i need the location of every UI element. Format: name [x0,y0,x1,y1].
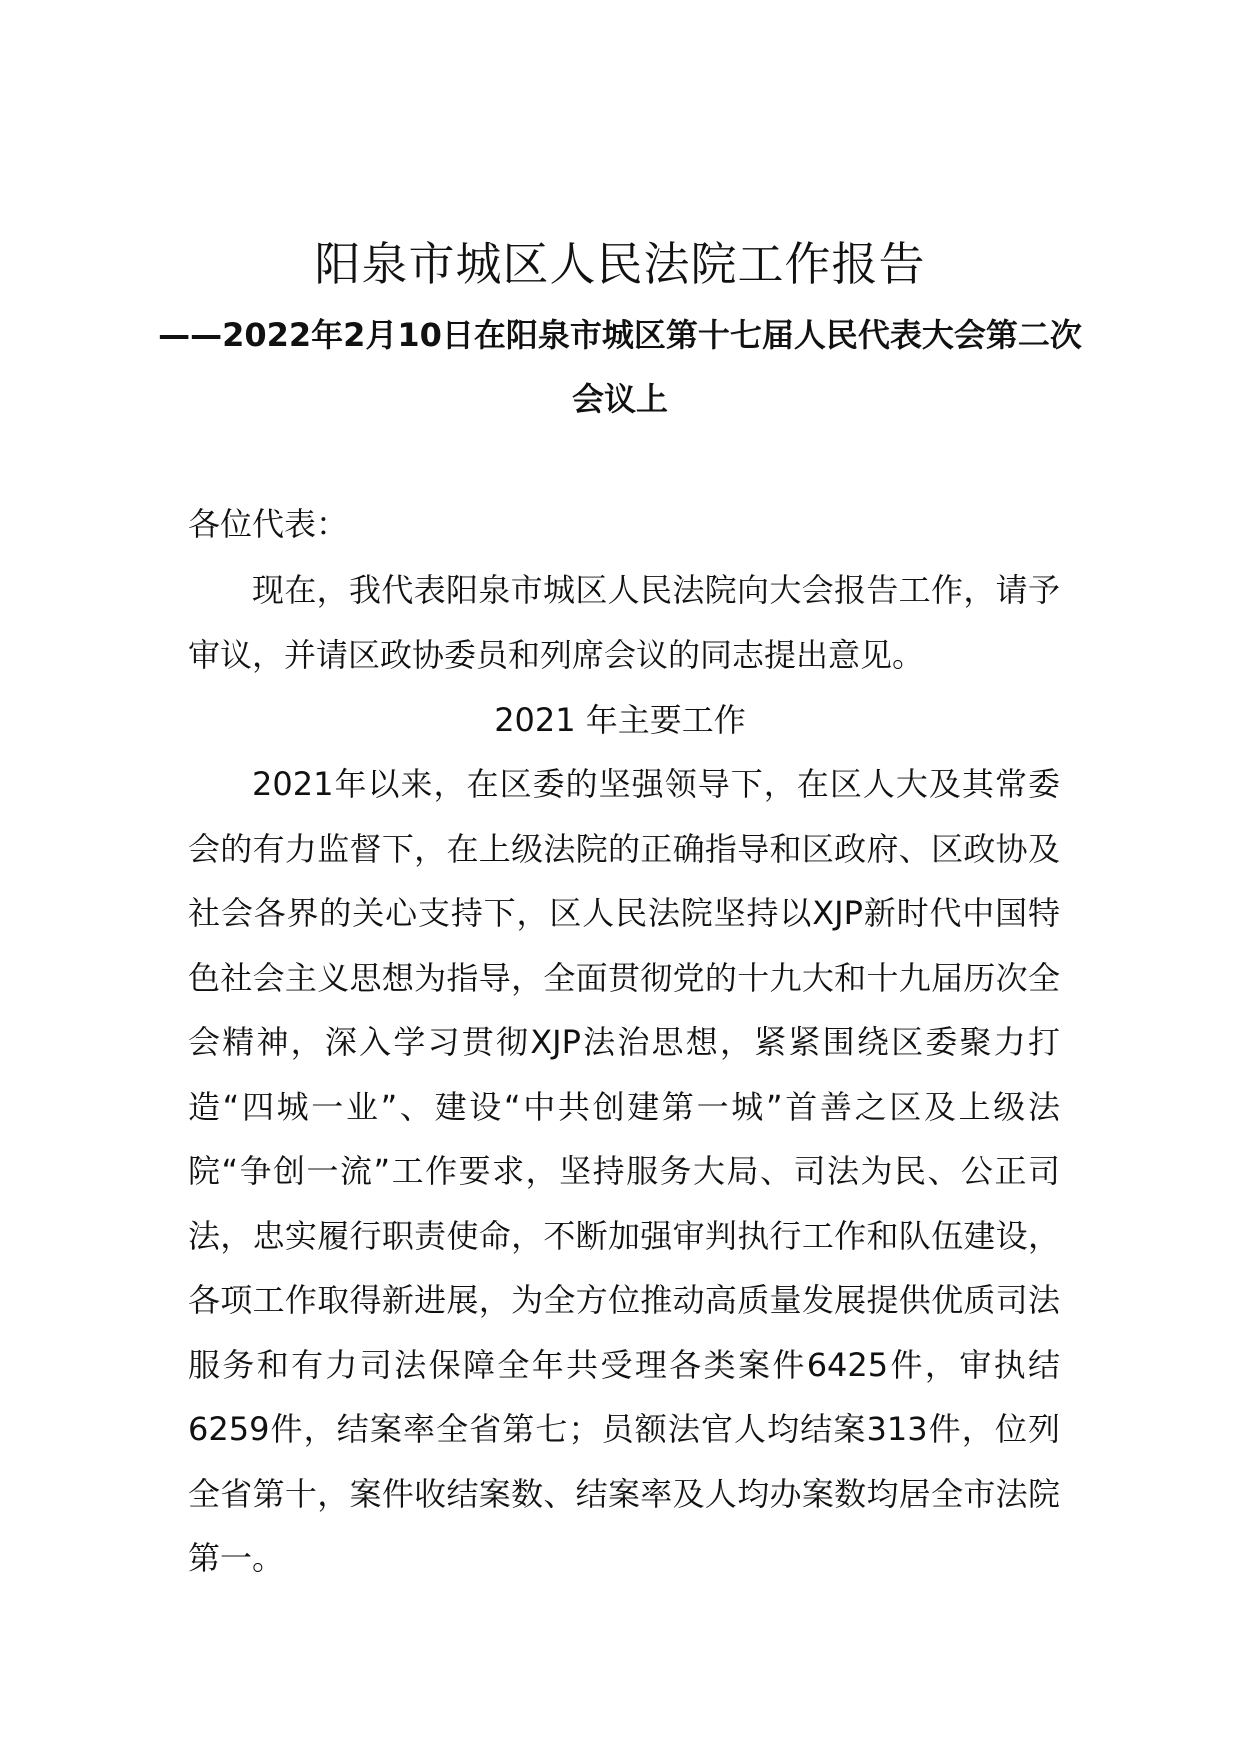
salutation: 各位代表： [188,505,349,543]
report-subtitle: ——2022年2月10日在阳泉市城区第十七届人民代表大会第二次会议上 [158,316,1082,418]
report-title: 阳泉市城区人民法院工作报告 [314,237,926,291]
section-heading: 2021 年主要工作 [494,701,746,739]
intro-paragraph: 现在，我代表阳泉市城区人民法院向大会报告工作，请予审议，并请区政协委员和列席会议的同志提出意见。 [188,571,1060,674]
body-paragraph: 2021年以来，在区委的坚强领导下，在区人大及其常委会的有力监督下，在上级法院的正确指导和区政府、区政协及社会各界的关心支持下，区人民法院坚持以XJP新时代中国特色社会主义思想为指导，全面贯彻党的十九大和十九届历次全会精神，深入学习贯彻XJP法治思想，紧紧围绕区委聚力打造“四城一业”、建设“中共创建第一城”首善之区及上级法院“争创一流”工作要求，坚持服务大局、司法为民、公正司法，忠实履行职责使命，不断加强审判执行工作和队伍建设，各项工作取得新进展，为全方位推动高质量发展提供优质司法服务和有力司法保障全年共受理各类案件6425件，审执结6259件，结案率全省第七；员额法官人均结案313件，位列全省第十，案件收结案数、结案率及人均办案数均居全市法院第一。 [188,765,1060,1577]
